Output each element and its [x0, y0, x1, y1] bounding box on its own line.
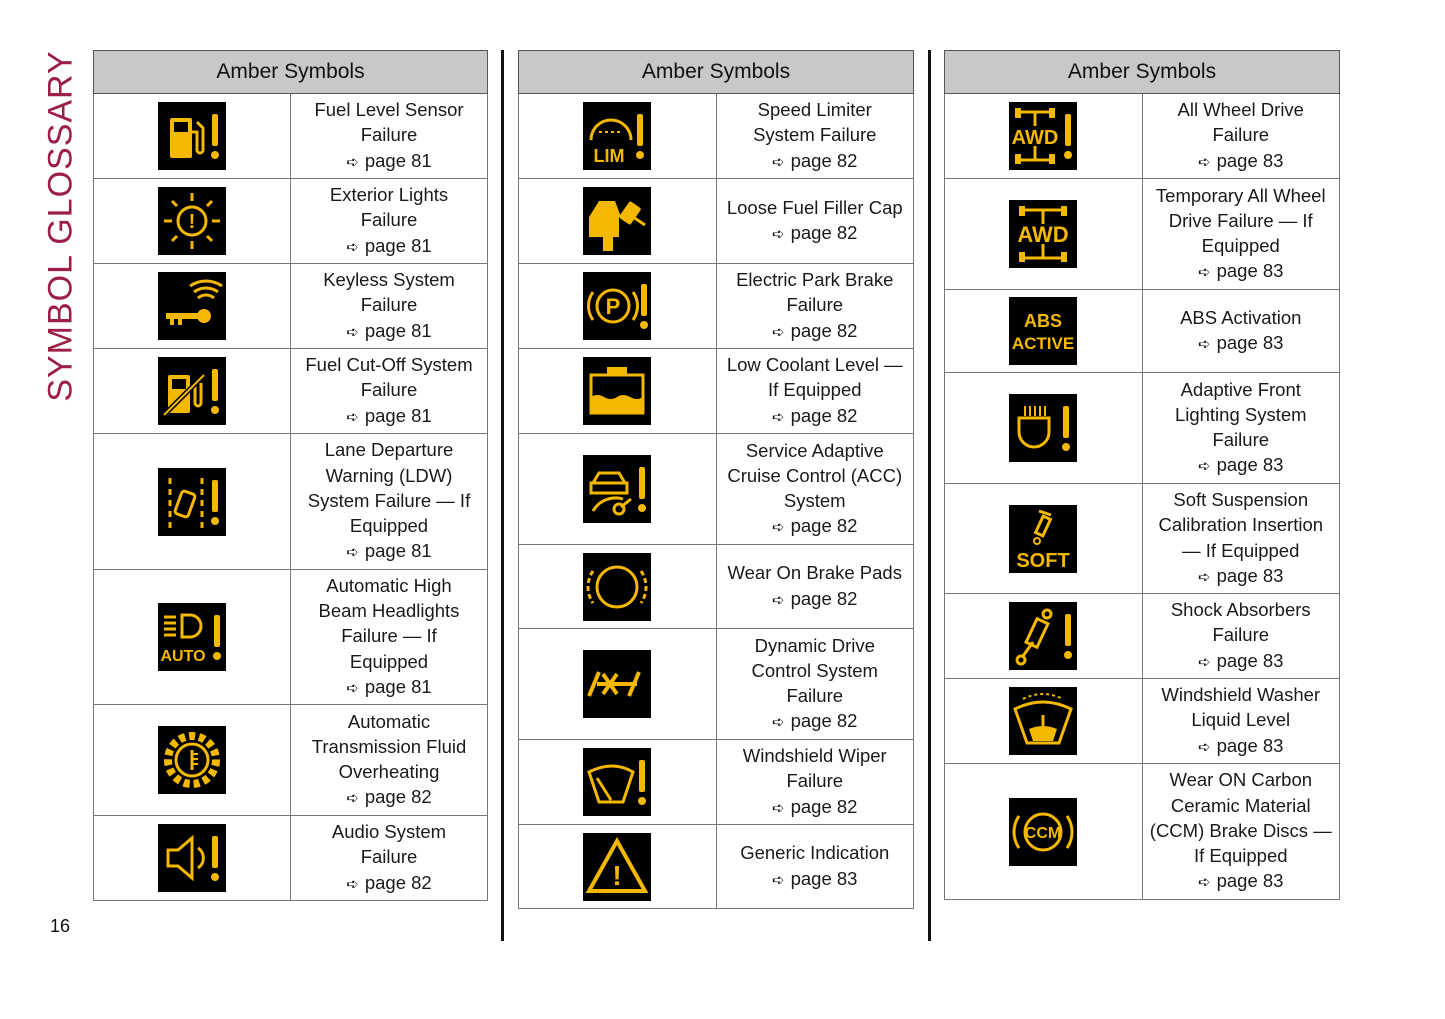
- table-header: Amber Symbols: [519, 51, 914, 94]
- page-reference-text: page 83: [1216, 332, 1284, 353]
- symbol-label-line: Failure: [360, 124, 418, 146]
- audio-system-failure-icon: [158, 824, 226, 892]
- table-row: [945, 94, 1340, 179]
- svg-text:AWD: AWD: [1011, 127, 1059, 149]
- symbol-description: [716, 179, 914, 264]
- brake-pad-wear-icon: [583, 553, 651, 621]
- symbol-label-line: Automatic: [347, 710, 431, 732]
- page-reference-link[interactable]: [717, 513, 914, 540]
- symbol-description: [291, 570, 488, 705]
- symbol-label-line: Equipped: [1201, 235, 1280, 256]
- symbol-label-line: Failure: [360, 846, 418, 868]
- symbol-label-line: Temporary All Wheel: [1155, 184, 1326, 206]
- table-row: [519, 825, 914, 909]
- arrow-icon: ➪: [346, 790, 359, 808]
- table-row: [94, 264, 488, 349]
- page-reference-text: page 81: [364, 404, 432, 426]
- symbol-icon-cell: [945, 679, 1143, 764]
- symbol-label-line: — If Equipped: [1182, 539, 1300, 561]
- table-row: [945, 679, 1340, 764]
- page-reference-text: page 81: [364, 540, 432, 562]
- page-reference-text: page 81: [364, 149, 432, 171]
- table-row: [945, 594, 1340, 679]
- symbol-label-line: Failure: [360, 209, 418, 231]
- symbol-label-line: If Equipped: [1193, 845, 1288, 867]
- arrow-icon: ➪: [1198, 458, 1211, 476]
- page-reference-text: page 82: [790, 149, 858, 171]
- arrow-icon: ➪: [772, 799, 785, 817]
- page-reference-text: page 82: [790, 515, 858, 537]
- table-row: [94, 816, 488, 901]
- fuel-cut-off-failure-icon: [158, 357, 226, 425]
- page-reference-link[interactable]: [291, 538, 487, 565]
- symbol-icon-cell: [94, 94, 291, 179]
- arrow-icon: ➪: [1198, 153, 1211, 171]
- symbol-description: [291, 264, 488, 349]
- table-row: [519, 545, 914, 629]
- page-reference-text: page 83: [1216, 260, 1284, 282]
- arrow-icon: ➪: [1198, 264, 1211, 282]
- symbol-icon-cell: [945, 594, 1143, 679]
- svg-text:ABS: ABS: [1024, 311, 1063, 331]
- page-reference-link[interactable]: [291, 870, 487, 897]
- symbol-label-line: Low Coolant Level —: [726, 354, 903, 376]
- symbol-description: [291, 705, 488, 816]
- symbol-label-line: Electric Park Brake: [736, 269, 894, 291]
- symbol-label-line: Loose Fuel Filler Cap: [726, 196, 903, 218]
- symbol-description: [1142, 679, 1340, 764]
- symbol-label-line: All Wheel Drive: [1177, 99, 1304, 121]
- arrow-icon: ➪: [772, 408, 785, 426]
- symbol-label-line: Audio System: [331, 821, 447, 843]
- page-reference-text: page 82: [790, 222, 858, 243]
- symbol-label-line: Lighting System: [1174, 403, 1307, 425]
- page-reference-link[interactable]: [291, 403, 487, 430]
- symbol-label-line: ABS Activation: [1180, 306, 1302, 328]
- svg-text:AWD: AWD: [1017, 222, 1069, 247]
- symbol-label-line: Overheating: [338, 761, 440, 782]
- table-row: [519, 740, 914, 825]
- symbol-icon-cell: [94, 570, 291, 705]
- page-reference-link[interactable]: [717, 148, 914, 175]
- page-reference-link[interactable]: [717, 318, 914, 345]
- arrow-icon: ➪: [772, 519, 785, 537]
- symbol-label-line: Windshield Wiper: [742, 745, 887, 767]
- symbol-description: [716, 825, 914, 909]
- symbol-label-line: Adaptive Front: [1180, 378, 1301, 400]
- symbol-icon-cell: [945, 94, 1143, 179]
- symbol-table-1: [93, 50, 488, 901]
- symbol-icon-cell: [94, 349, 291, 434]
- electric-park-brake-failure-icon: [583, 272, 651, 340]
- page-reference-link[interactable]: [1143, 258, 1340, 285]
- washer-fluid-level-icon: [1009, 687, 1077, 755]
- symbol-label-line: Warning (LDW): [325, 464, 453, 486]
- page-reference-link[interactable]: [291, 674, 487, 701]
- symbol-label-line: Lane Departure: [324, 439, 454, 461]
- symbol-description: [1142, 484, 1340, 594]
- symbol-label-line: Exterior Lights: [329, 184, 449, 206]
- windshield-wiper-failure-icon: [583, 748, 651, 816]
- page-reference-link[interactable]: [1143, 733, 1340, 760]
- arrow-icon: ➪: [346, 544, 359, 562]
- symbol-label-line: Failure: [1212, 429, 1270, 450]
- page-reference-link[interactable]: [291, 233, 487, 260]
- symbol-icon-cell: [519, 264, 717, 349]
- arrow-icon: ➪: [346, 153, 359, 171]
- arrow-icon: ➪: [1198, 738, 1211, 756]
- page-reference-link[interactable]: [291, 784, 487, 811]
- symbol-description: [1142, 764, 1340, 900]
- page-reference-text: page 82: [790, 795, 858, 817]
- symbol-label-line: Keyless System: [323, 269, 455, 291]
- page-reference-link[interactable]: [717, 708, 914, 735]
- low-coolant-level-icon: [583, 357, 651, 425]
- page-reference-text: page 82: [364, 871, 432, 893]
- symbol-icon-cell: [94, 816, 291, 901]
- loose-fuel-cap-icon: [583, 187, 651, 255]
- symbol-label-line: Windshield Washer: [1161, 684, 1321, 706]
- symbol-icon-cell: [519, 740, 717, 825]
- symbol-description: [716, 740, 914, 825]
- symbol-icon-cell: [945, 373, 1143, 484]
- symbol-description: [291, 434, 488, 570]
- symbol-label-line: Failure: [786, 685, 844, 706]
- symbol-label-line: Failure: [1212, 124, 1270, 146]
- keyless-system-failure-icon: [158, 272, 226, 340]
- arrow-icon: ➪: [1198, 874, 1211, 892]
- abs-active-icon: [1009, 297, 1077, 365]
- symbol-icon-cell: [94, 434, 291, 570]
- arrow-icon: ➪: [346, 679, 359, 697]
- symbol-icon-cell: [94, 179, 291, 264]
- section-title: [41, 50, 80, 402]
- symbol-label-line: Generic Indication: [740, 842, 890, 864]
- symbol-icon-cell: [519, 629, 717, 740]
- symbol-description: [716, 264, 914, 349]
- symbol-icon-cell: [519, 94, 717, 179]
- symbol-label-line: Beam Headlights: [318, 600, 460, 622]
- column-divider: [928, 50, 931, 941]
- symbol-label-line: (CCM) Brake Discs —: [1149, 819, 1332, 841]
- page-reference-text: page 83: [1216, 149, 1284, 171]
- arrow-icon: ➪: [772, 591, 785, 609]
- symbol-icon-cell: [94, 264, 291, 349]
- exterior-lights-failure-icon: [158, 187, 226, 255]
- symbol-description: [291, 349, 488, 434]
- page-reference-link[interactable]: [1143, 330, 1340, 357]
- symbol-label-line: Cruise Control (ACC): [727, 464, 903, 486]
- arrow-icon: ➪: [1198, 568, 1211, 586]
- symbol-label-line: Calibration Insertion: [1158, 514, 1324, 536]
- symbol-label-line: Failure — If: [341, 625, 437, 647]
- symbol-icon-cell: [519, 545, 717, 629]
- symbol-label-line: Dynamic Drive: [754, 634, 875, 656]
- symbol-icon-cell: [519, 349, 717, 434]
- symbol-description: [716, 349, 914, 434]
- table-row: [94, 94, 488, 179]
- column-divider: [501, 50, 504, 941]
- section-title-text: SYMBOL GLOSSARY: [41, 50, 80, 402]
- page-reference-text: page 82: [790, 587, 858, 609]
- symbol-label-line: System Failure: [753, 124, 877, 146]
- table-header: Amber Symbols: [945, 51, 1340, 94]
- svg-text:CCM: CCM: [1025, 824, 1062, 842]
- page-reference-link[interactable]: [291, 148, 487, 175]
- table-row: [519, 94, 914, 179]
- symbol-table-2: [518, 50, 914, 909]
- ccm-brake-disc-wear-icon: [1009, 798, 1077, 866]
- svg-text:SOFT: SOFT: [1016, 549, 1070, 572]
- symbol-description: [1142, 373, 1340, 484]
- symbol-icon-cell: [945, 484, 1143, 594]
- arrow-icon: ➪: [772, 153, 785, 171]
- symbol-label-line: Failure: [786, 770, 844, 792]
- table-row: [94, 705, 488, 816]
- page-reference-text: page 83: [1216, 649, 1284, 671]
- symbol-icon-cell: [945, 179, 1143, 290]
- symbol-description: [716, 434, 914, 545]
- shock-absorbers-failure-icon: [1009, 602, 1077, 670]
- soft-suspension-icon: [1009, 505, 1077, 573]
- page-reference-link[interactable]: [717, 220, 914, 247]
- symbol-icon-cell: [945, 290, 1143, 373]
- symbol-label-line: Fuel Cut-Off System: [305, 354, 473, 376]
- symbol-description: [716, 545, 914, 629]
- table-row: [519, 349, 914, 434]
- page-reference-text: page 81: [364, 234, 432, 256]
- page-reference-text: page 83: [1216, 564, 1284, 586]
- symbol-label-line: Wear On Brake Pads: [727, 562, 902, 584]
- table-header: Amber Symbols: [94, 51, 488, 94]
- page-reference-text: page 82: [790, 404, 858, 426]
- page-reference-link[interactable]: [1143, 148, 1340, 175]
- symbol-label-line: Soft Suspension: [1173, 489, 1309, 511]
- symbol-label-line: System Failure — If: [307, 489, 471, 511]
- page-reference-link[interactable]: [291, 318, 487, 345]
- svg-text:!: !: [612, 859, 622, 891]
- table-row: [519, 264, 914, 349]
- symbol-label-line: If Equipped: [767, 379, 862, 401]
- page-reference-link[interactable]: [717, 866, 914, 893]
- awd-failure-icon: [1009, 102, 1077, 170]
- adaptive-front-lighting-failure-icon: [1009, 394, 1077, 462]
- symbol-description: [1142, 94, 1340, 179]
- symbol-description: [291, 179, 488, 264]
- page-reference-text: page 83: [1216, 454, 1284, 476]
- table-row: [945, 373, 1340, 484]
- page-reference-text: page 82: [790, 710, 858, 732]
- page-reference-text: page 82: [364, 786, 432, 808]
- symbol-icon-cell: [945, 764, 1143, 900]
- auto-high-beam-failure-icon: [158, 603, 226, 671]
- symbol-description: [716, 629, 914, 740]
- symbol-label-line: Transmission Fluid: [311, 735, 467, 757]
- symbol-description: [1142, 179, 1340, 290]
- arrow-icon: ➪: [1198, 653, 1211, 671]
- page-reference-text: page 81: [364, 675, 432, 697]
- table-row: [945, 179, 1340, 290]
- symbol-label-line: Speed Limiter: [757, 99, 872, 121]
- page-reference-text: page 83: [790, 867, 858, 889]
- arrow-icon: ➪: [346, 408, 359, 426]
- dynamic-drive-failure-icon: [583, 650, 651, 718]
- lane-departure-failure-icon: [158, 468, 226, 536]
- page-reference-text: page 83: [1216, 870, 1284, 892]
- table-row: [94, 434, 488, 570]
- symbol-label-line: Service Adaptive: [745, 439, 884, 461]
- symbol-label-line: Control System: [751, 659, 878, 681]
- table-row: [94, 349, 488, 434]
- symbol-label-line: Equipped: [349, 650, 429, 672]
- arrow-icon: ➪: [346, 238, 359, 256]
- page-reference-text: page 81: [364, 319, 432, 341]
- table-row: [945, 764, 1340, 900]
- symbol-icon-cell: [519, 825, 717, 909]
- symbol-icon-cell: [519, 179, 717, 264]
- symbol-label-line: Ceramic Material: [1170, 794, 1311, 816]
- symbol-label-line: Shock Absorbers: [1170, 599, 1311, 621]
- table-row: [945, 290, 1340, 373]
- symbol-label-line: Failure: [360, 379, 418, 401]
- service-acc-icon: [583, 455, 651, 523]
- symbol-label-line: Drive Failure — If: [1168, 209, 1313, 231]
- arrow-icon: ➪: [346, 323, 359, 341]
- table-row: [519, 629, 914, 740]
- page-number: 16: [50, 916, 71, 936]
- page-reference-link[interactable]: [717, 794, 914, 821]
- symbol-description: [1142, 290, 1340, 373]
- table-row: [519, 434, 914, 545]
- symbol-icon-cell: [519, 434, 717, 545]
- symbol-label-line: Failure: [786, 294, 844, 316]
- symbol-label-line: Wear ON Carbon: [1169, 769, 1313, 791]
- symbol-label-line: Equipped: [349, 515, 429, 537]
- symbol-table-3: [944, 50, 1340, 900]
- symbol-label-line: Failure: [1212, 624, 1270, 646]
- arrow-icon: ➪: [772, 871, 785, 889]
- symbol-label-line: System: [783, 490, 846, 511]
- symbol-description: [291, 816, 488, 901]
- symbol-icon-cell: [94, 705, 291, 816]
- arrow-icon: ➪: [772, 323, 785, 341]
- transmission-fluid-overheating-icon: [158, 726, 226, 794]
- svg-text:!: !: [188, 211, 196, 233]
- page-reference-link[interactable]: [717, 586, 914, 613]
- arrow-icon: ➪: [772, 714, 785, 732]
- page-reference-link[interactable]: [1143, 452, 1340, 479]
- svg-text:AUTO: AUTO: [160, 648, 206, 665]
- symbol-description: [291, 94, 488, 179]
- generic-warning-icon: [583, 833, 651, 901]
- svg-text:ACTIVE: ACTIVE: [1012, 334, 1075, 353]
- page-reference-link[interactable]: [717, 403, 914, 430]
- arrow-icon: ➪: [772, 226, 785, 243]
- fuel-level-sensor-failure-icon: [158, 102, 226, 170]
- svg-text:LIM: LIM: [593, 146, 625, 166]
- arrow-icon: ➪: [1198, 336, 1211, 353]
- table-row: [519, 179, 914, 264]
- symbol-label-line: Automatic High: [326, 574, 452, 596]
- arrow-icon: ➪: [346, 875, 359, 893]
- table-row: [945, 484, 1340, 594]
- page-reference-link[interactable]: [1143, 868, 1340, 895]
- speed-limiter-failure-icon: [583, 102, 651, 170]
- symbol-label-line: Fuel Level Sensor: [314, 99, 464, 121]
- symbol-description: [1142, 594, 1340, 679]
- table-row: [94, 179, 488, 264]
- page-reference-text: page 83: [1216, 734, 1284, 756]
- table-row: [94, 570, 488, 705]
- page-reference-link[interactable]: [1143, 563, 1340, 590]
- symbol-label-line: Failure: [360, 294, 418, 316]
- symbol-description: [716, 94, 914, 179]
- page-reference-link[interactable]: [1143, 648, 1340, 675]
- symbol-label-line: Liquid Level: [1191, 709, 1291, 731]
- page-reference-text: page 82: [790, 319, 858, 341]
- awd-temporary-failure-icon: [1009, 200, 1077, 268]
- svg-text:P: P: [605, 294, 621, 319]
